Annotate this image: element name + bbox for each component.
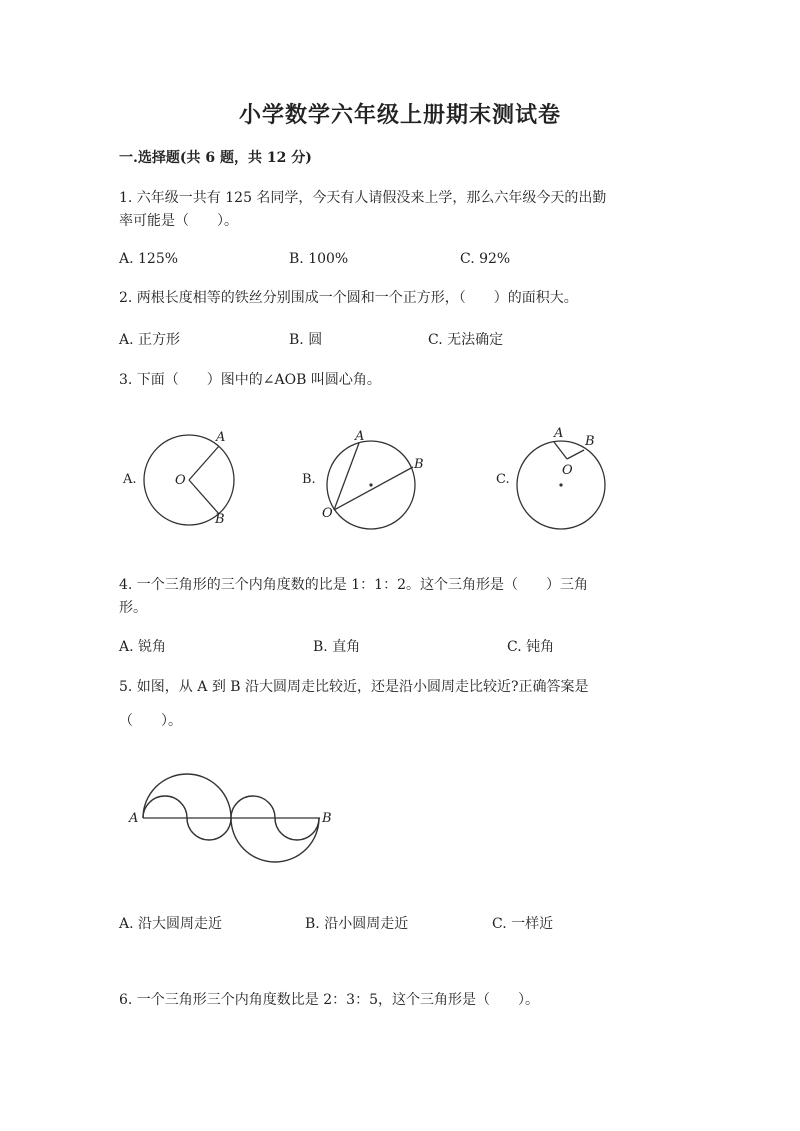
figure-a-label-b: B [215, 512, 225, 527]
question-3-line-1: 3. 下面（ ）图中的∠AOB 叫圆心角。 [119, 372, 381, 388]
question-2-option-c: C. 无法确定 [428, 332, 504, 348]
figure-label-c: C. [496, 472, 510, 487]
figure-label-a: A. [123, 472, 137, 487]
question-2-line-1: 2. 两根长度相等的铁丝分别围成一个圆和一个正方形，（ ）的面积大。 [119, 290, 578, 306]
question-1-option-b: B. 100% [289, 251, 349, 267]
question-4-option-a: A. 锐角 [119, 639, 167, 655]
question-2-option-a: A. 正方形 [119, 332, 181, 348]
question-4-line-1: 4. 一个三角形的三个内角度数的比是 1：1：2。这个三角形是（ ）三角 [119, 577, 588, 593]
question-1-line-1: 1. 六年级一共有 125 名同学，今天有人请假没来上学，那么六年级今天的出勤 [119, 190, 607, 206]
question-5-option-c: C. 一样近 [492, 916, 554, 932]
figure-b-label-b: B [414, 457, 424, 472]
question-1-option-c: C. 92% [460, 251, 511, 267]
question-6-line-1: 6. 一个三角形三个内角度数比是 2：3：5，这个三角形是（ ）。 [119, 992, 539, 1008]
figure-b-label-a: A [355, 429, 365, 444]
question-1-line-2: 率可能是（ ）。 [119, 213, 238, 229]
question-4-line-2: 形。 [119, 600, 147, 616]
question-5-option-a: A. 沿大圆周走近 [119, 916, 223, 932]
question-5-line-1: 5. 如图，从 A 到 B 沿大圆周走比较近，还是沿小圆周走比较近?正确答案是 [119, 679, 589, 695]
semicircle-paths-figure [128, 774, 332, 862]
section-heading: 一.选择题(共 6 题，共 12 分) [119, 150, 312, 166]
question-4-option-c: C. 钝角 [507, 639, 555, 655]
question-2-option-b: B. 圆 [289, 332, 323, 348]
figure-c-label-o: O [562, 463, 573, 478]
figure-5-label-b: B [322, 811, 332, 826]
figure-a-circle [144, 430, 234, 527]
figure-b-label-o: O [322, 506, 333, 521]
figure-c-label-a: A [554, 426, 564, 441]
figure-label-b: B. [302, 472, 316, 487]
figure-c-label-b: B [585, 434, 595, 449]
page-title: 小学数学六年级上册期末测试卷 [238, 102, 561, 128]
figure-b-circle [322, 429, 424, 529]
figure-c-circle [517, 426, 605, 529]
question-1-option-a: A. 125% [119, 251, 179, 267]
figure-a-label-a: A [216, 430, 226, 445]
question-4-option-b: B. 直角 [313, 639, 361, 655]
figure-a-label-o: O [175, 473, 186, 488]
question-5-line-2: （ ）。 [119, 713, 182, 729]
question-5-option-b: B. 沿小圆周走近 [305, 916, 409, 932]
figure-5-label-a: A [129, 811, 139, 826]
